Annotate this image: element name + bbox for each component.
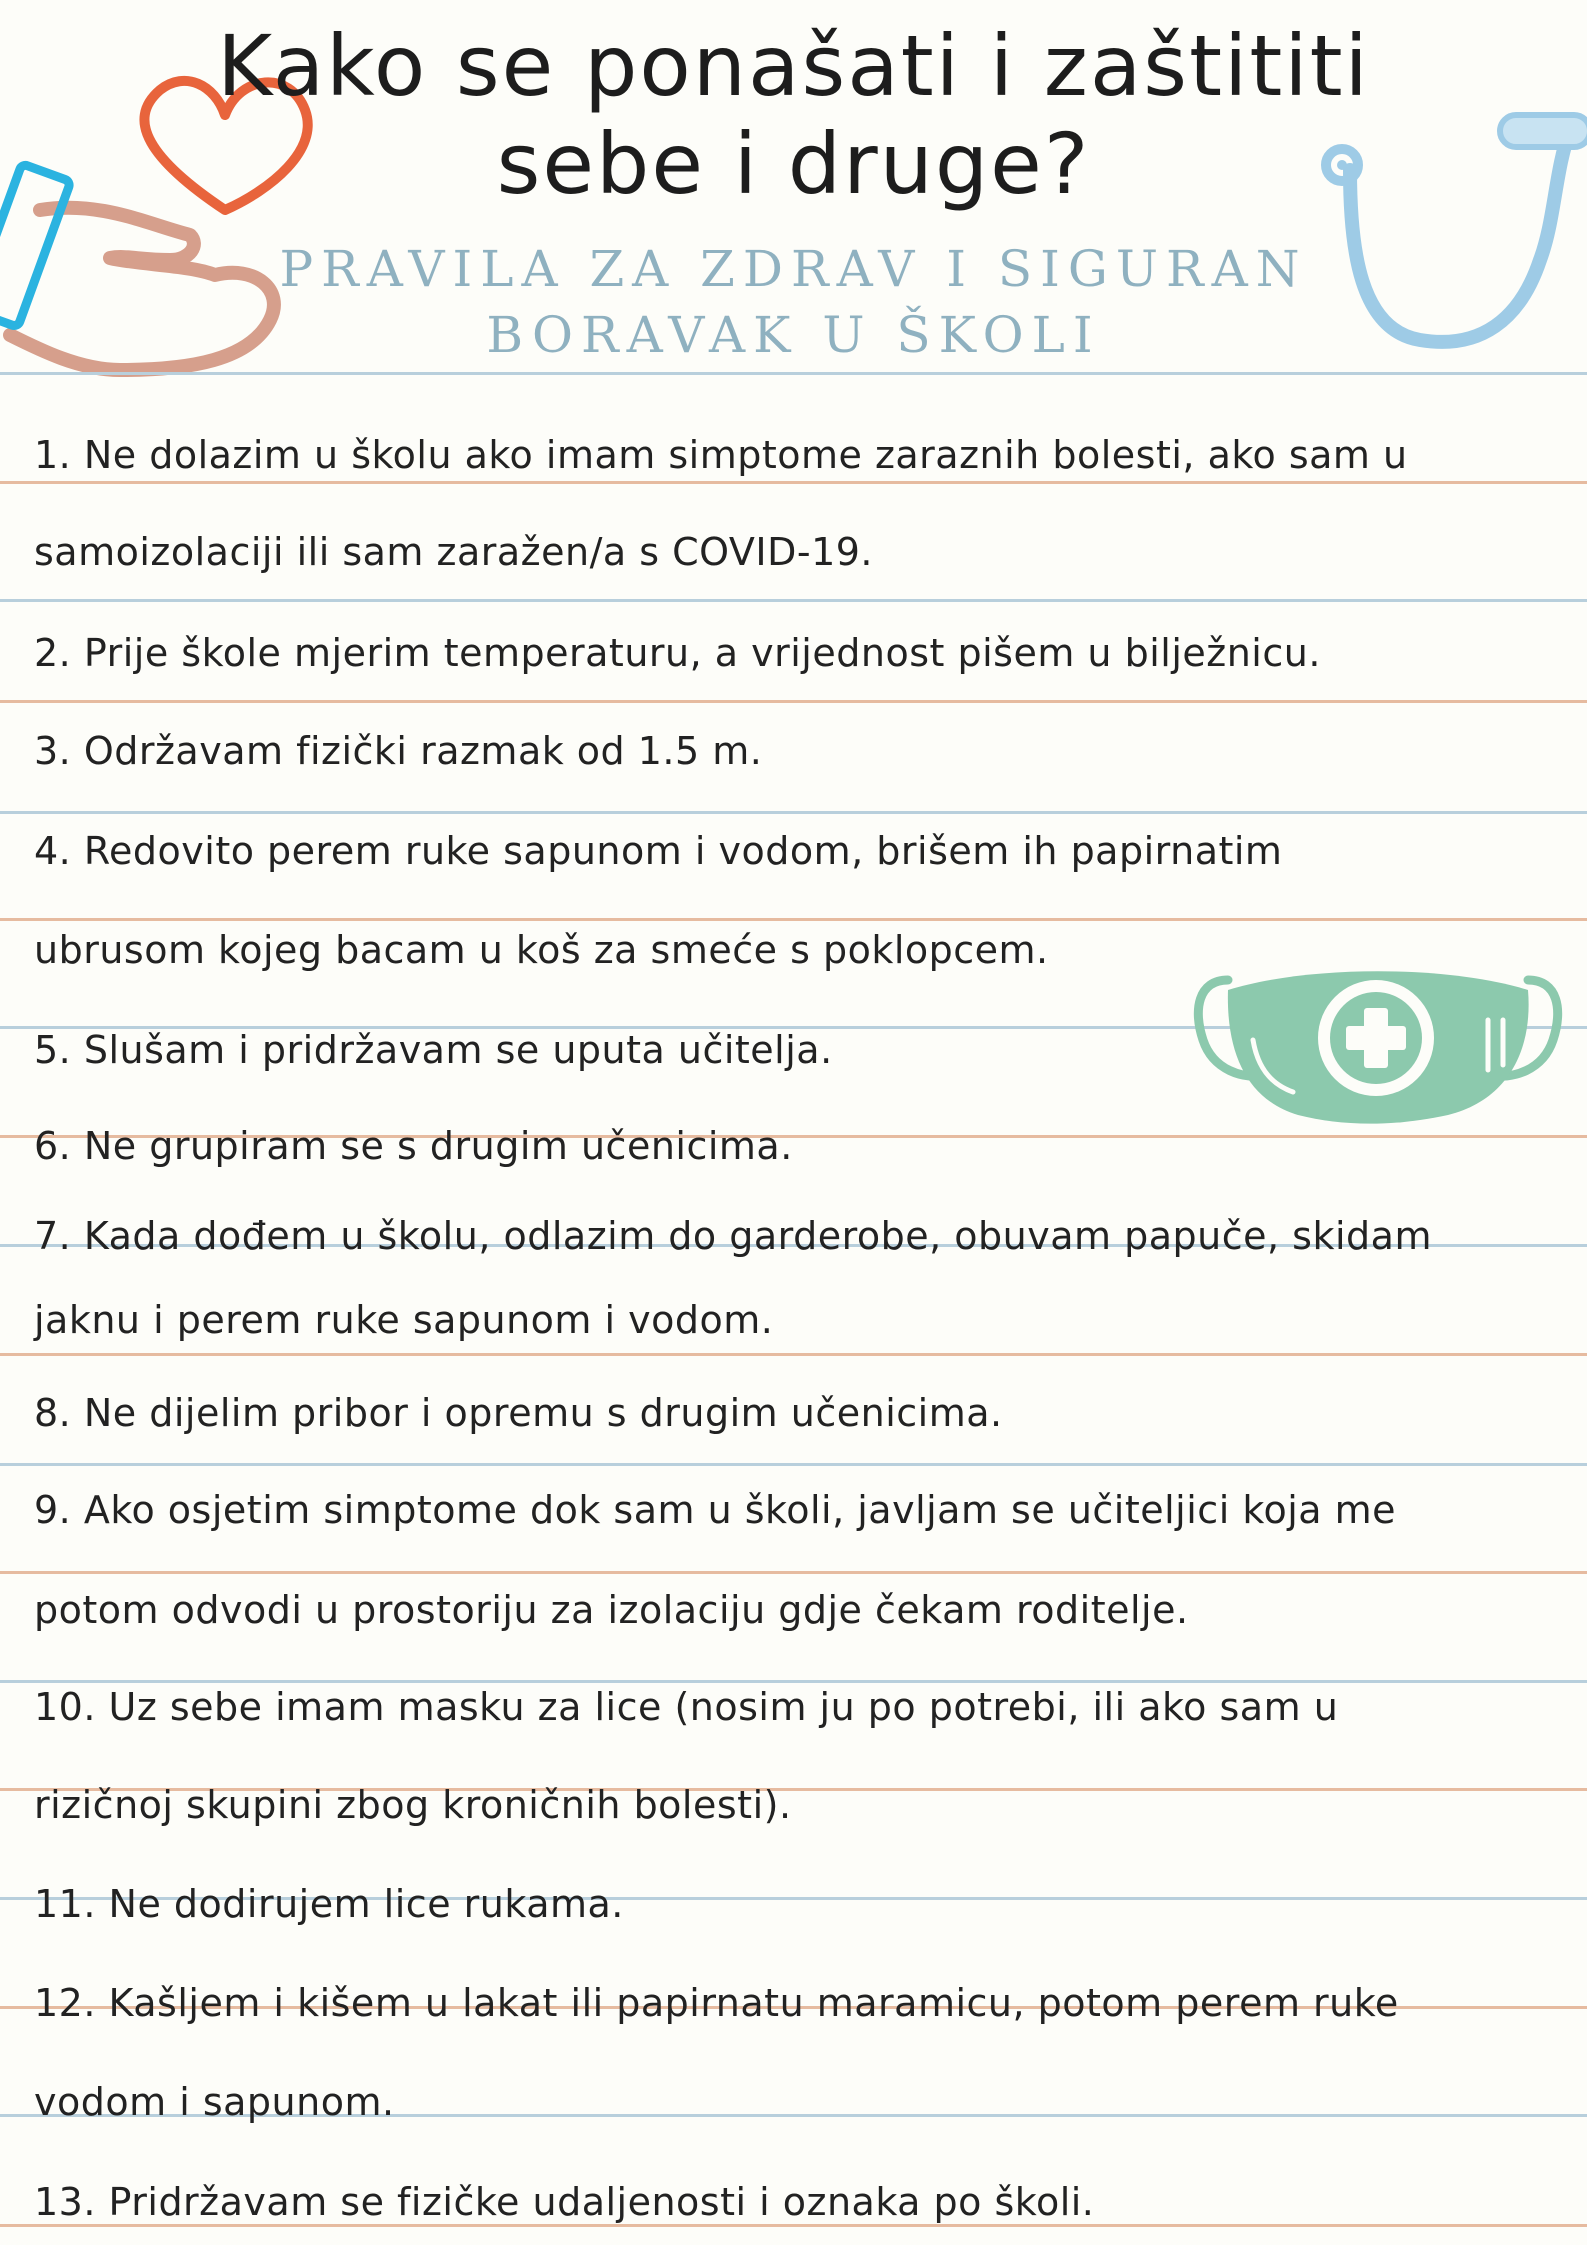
ruled-line: [0, 2224, 1587, 2227]
subtitle-line-2: BORAVAK U ŠKOLI: [486, 306, 1101, 364]
rule-7-line-2: jaknu i perem ruke sapunom i vodom.: [34, 1298, 774, 1342]
rule-12-line-2: vodom i sapunom.: [34, 2080, 395, 2124]
rule-1-line-2: samoizolaciji ili sam zaražen/a s COVID-19.: [34, 530, 874, 574]
ruled-line: [0, 1680, 1587, 1683]
rule-7-line-1: 7. Kada dođem u školu, odlazim do garderobe, obuvam papuče, skidam: [34, 1214, 1432, 1258]
rule-8: 8. Ne dijelim pribor i opremu s drugim učenicima.: [34, 1391, 1003, 1435]
rule-5: 5. Slušam i pridržavam se uputa učitelja.: [34, 1028, 833, 1072]
rule-6: 6. Ne grupiram se s drugim učenicima.: [34, 1124, 793, 1168]
rule-1-line-1: 1. Ne dolazim u školu ako imam simptome zaraznih bolesti, ako sam u: [34, 433, 1408, 477]
rule-4-line-1: 4. Redovito perem ruke sapunom i vodom, brišem ih papirnatim: [34, 829, 1283, 873]
rule-2: 2. Prije škole mjerim temperaturu, a vrijednost pišem u bilježnicu.: [34, 631, 1321, 675]
ruled-line: [0, 481, 1587, 484]
rule-9-line-2: potom odvodi u prostoriju za izolaciju gdje čekam roditelje.: [34, 1588, 1189, 1632]
rule-12-line-1: 12. Kašljem i kišem u lakat ili papirnatu maramicu, potom perem ruke: [34, 1981, 1399, 2025]
ruled-line: [0, 1571, 1587, 1574]
page-title-line-1: Kako se ponašati i zaštititi: [217, 17, 1370, 115]
ruled-line: [0, 811, 1587, 814]
subtitle-line-1: PRAVILA ZA ZDRAV I SIGURAN: [279, 240, 1308, 298]
rule-3: 3. Održavam fizički razmak od 1.5 m.: [34, 729, 763, 773]
ruled-line: [0, 599, 1587, 602]
rule-13: 13. Pridržavam se fizičke udaljenosti i oznaka po školi.: [34, 2180, 1095, 2224]
rule-9-line-1: 9. Ako osjetim simptome dok sam u školi, javljam se učiteljici koja me: [34, 1488, 1397, 1532]
rule-4-line-2: ubrusom kojeg bacam u koš za smeće s poklopcem.: [34, 928, 1049, 972]
ruled-line: [0, 372, 1587, 375]
rule-10-line-1: 10. Uz sebe imam masku za lice (nosim ju po potrebi, ili ako sam u: [34, 1685, 1339, 1729]
ruled-line: [0, 1353, 1587, 1356]
rule-11: 11. Ne dodirujem lice rukama.: [34, 1882, 624, 1926]
ruled-line: [0, 918, 1587, 921]
ruled-line: [0, 700, 1587, 703]
ruled-line: [0, 1463, 1587, 1466]
rule-10-line-2: rizičnoj skupini zbog kroničnih bolesti).: [34, 1783, 792, 1827]
page-title-line-2: sebe i druge?: [496, 115, 1091, 213]
